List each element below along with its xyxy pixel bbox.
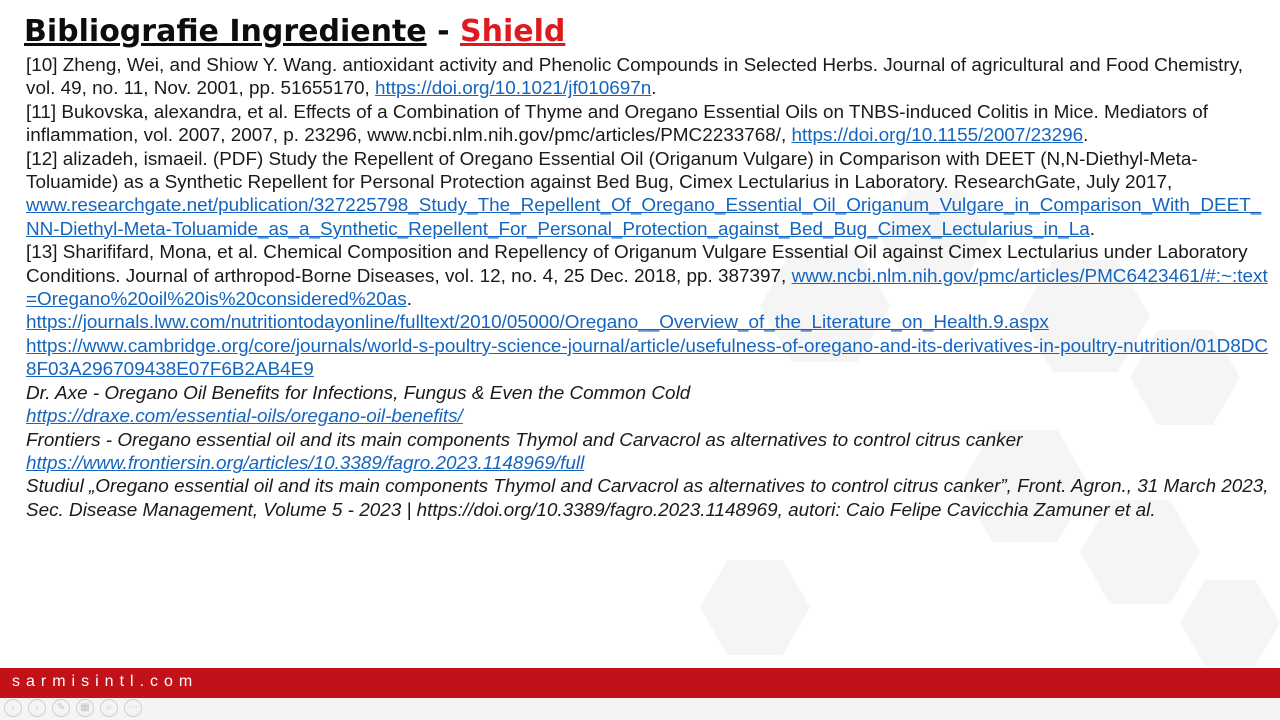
reference-link[interactable]: www.researchgate.net/publication/327225798_Study_The_Repellent_Of_Oregano_Essential_Oil_Origanum_Vulgare_in_Comparison_With_DEET_NN-Diethyl-Meta-Toluamide_as_a_Synthetic_Repellent_For_Personal_Protection_against_Bed_Bug_Cimex_Lectularius_in_La — [26, 195, 1262, 240]
slides-overview-icon[interactable]: ▦ — [76, 699, 94, 717]
title-main: Bibliografie Ingrediente — [24, 14, 427, 49]
source-link[interactable]: https://www.frontiersin.org/articles/10.3389/fagro.2023.1148969/full — [26, 452, 585, 474]
reference-text: [10] Zheng, Wei, and Shiow Y. Wang. antioxidant activity and Phenolic Compounds in Selected Herbs. Journal of agricultural and Food Chemistry, vol. 49, no. 11, Nov. 2001, pp. 51655170, — [26, 55, 1244, 100]
background-hexagon — [700, 560, 810, 655]
title-separator: - — [426, 14, 460, 49]
presentation-controls — [4, 699, 142, 717]
source-title: Frontiers - Oregano essential oil and its main components Thymol and Carvacrol as alternatives to control citrus canker — [26, 429, 1023, 451]
reference-end: . — [1089, 218, 1095, 240]
reference-end: . — [651, 78, 657, 100]
page-title — [24, 14, 565, 50]
reference-link[interactable]: https://doi.org/10.1155/2007/23296 — [791, 125, 1084, 147]
reference-text: [11] Bukovska, alexandra, et al. Effects of a Combination of Thyme and Oregano Essential Oils on TNBS-induced Colitis in Mice. Mediators of inflammation, vol. 2007, 2007, p. 23296, www.ncbi.nlm.nih.gov/pmc/articles/PMC2233768/, — [26, 101, 1208, 147]
extra-link[interactable]: https://journals.lww.com/nutritiontodayonline/fulltext/2010/05000/Oregano__Overview_of_the_Literature_on_Health.9.aspx — [26, 312, 1049, 334]
reference-link[interactable]: https://doi.org/10.1021/jf010697n — [375, 78, 652, 100]
extra-link-item — [26, 311, 1272, 334]
source-title: Dr. Axe - Oregano Oil Benefits for Infections, Fungus & Even the Common Cold — [26, 382, 691, 404]
reference-end: . — [406, 289, 412, 311]
reference-item — [26, 148, 1272, 242]
footer-website: sarmisintl.com — [12, 673, 199, 690]
source-link-item — [26, 405, 1272, 428]
reference-item — [26, 54, 1272, 101]
reference-text: [12] alizadeh, ismaeil. (PDF) Study the Repellent of Oregano Essential Oil (Origanum Vulgare) in Comparison with DEET (N,N-Diethyl-Meta-Toluamide) as a Synthetic Repellent for Personal Protection against Bed Bug, Cimex Lectularius in Laboratory. ResearchGate, July 2017, — [26, 148, 1198, 194]
reference-item — [26, 101, 1272, 148]
presentation-controls-strip — [0, 698, 1280, 720]
extra-link-item — [26, 335, 1272, 382]
extra-link[interactable]: https://www.cambridge.org/core/journals/world-s-poultry-science-journal/article/usefulness-of-oregano-and-its-derivatives-in-poultry-nutrition/01D8DC8F03A296709438E07F6B2AB4E9 — [26, 335, 1269, 381]
pen-icon[interactable]: ✎ — [52, 699, 70, 717]
reference-text: [13] Sharififard, Mona, et al. Chemical Composition and Repellency of Origanum Vulgare Essential Oil against Cimex Lectularius under Laboratory Conditions. Journal of arthropod-Borne Diseases, vol. 12, no. 4, 25 Dec. 2018, pp. 387397, — [26, 242, 1248, 287]
reference-end: . — [1083, 125, 1089, 147]
title-accent: Shield — [459, 14, 566, 49]
zoom-icon[interactable]: ⌕ — [100, 699, 118, 717]
reference-item — [26, 241, 1272, 311]
background-hexagon — [1180, 580, 1280, 666]
next-slide-icon[interactable]: › — [28, 699, 46, 717]
footer-bar — [0, 668, 1280, 698]
study-note: Studiul „Oregano essential oil and its main components Thymol and Carvacrol as alternatives to control citrus canker”, Front. Agron., 31 March 2023, Sec. Disease Management, Volume 5 - 2023 | https://doi.org/10.3389/fagro.2023.1148969, autori: Caio Felipe Cavicchia Zamuner et al. — [26, 476, 1269, 521]
reference-link[interactable]: www.ncbi.nlm.nih.gov/pmc/articles/PMC6423461/#:~:text=Oregano%20oil%20is%20considered%20as — [26, 265, 1268, 311]
previous-slide-icon[interactable]: ‹ — [4, 699, 22, 717]
source-link[interactable]: https://draxe.com/essential-oils/oregano-oil-benefits/ — [26, 406, 463, 428]
bibliography-list — [26, 54, 1272, 522]
more-options-icon[interactable]: ⋯ — [124, 699, 142, 717]
source-link-item — [26, 452, 1272, 475]
